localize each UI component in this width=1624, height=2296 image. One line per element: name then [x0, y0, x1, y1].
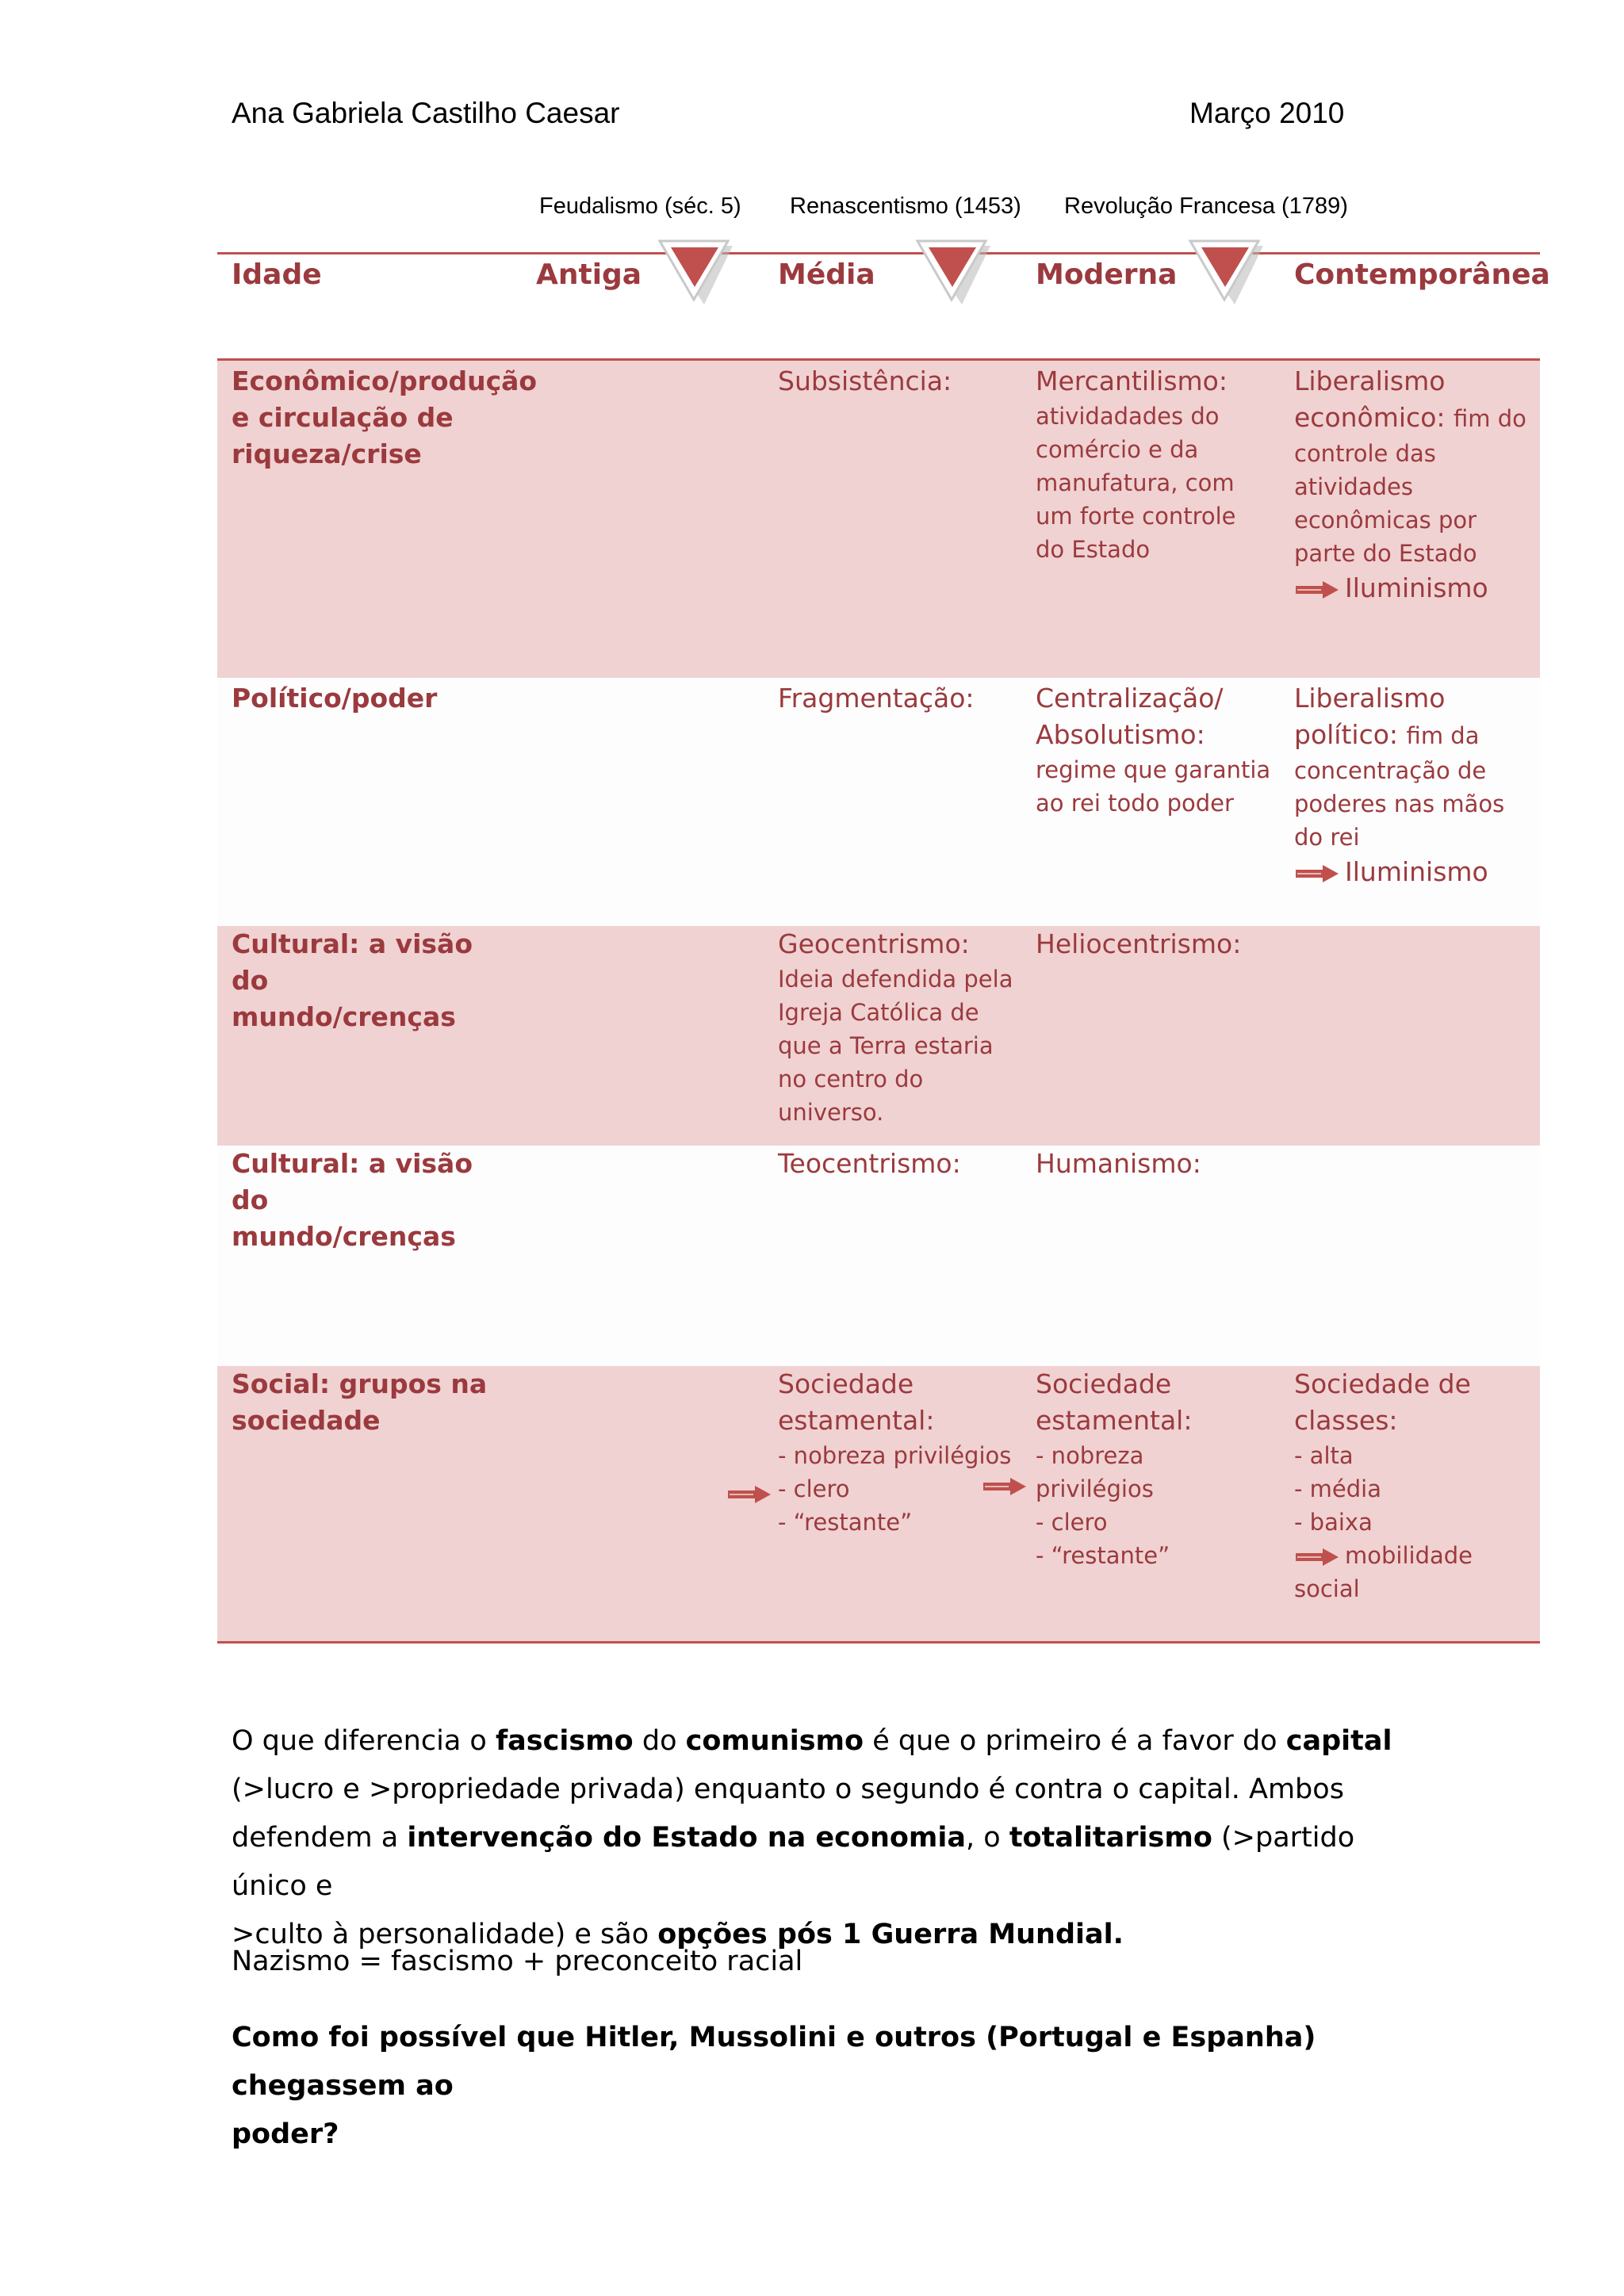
cell-economico-moderna: Mercantilismo: atividadades do comércio e da manufatura, com um forte controle do Estado — [1036, 365, 1236, 563]
column-header-idade: Idade — [232, 258, 322, 291]
table-top-rule — [217, 252, 1540, 254]
document-date: Março 2010 — [1189, 97, 1345, 129]
era-marker-triangle-icon — [655, 238, 742, 309]
author-name: Ana Gabriela Castilho Caesar — [232, 97, 620, 129]
cell-cultural1-media: Geocentrismo: Ideia defendida pela Igreja Católica de que a Terra estaria no centro do universo. — [778, 928, 1013, 1126]
cell-politico-contemporanea: Liberalismo político: fim da concentração de poderes nas mãos do rei Iluminismo — [1294, 683, 1505, 887]
arrow-right-icon — [726, 1484, 772, 1505]
paragraph-nazismo: Nazismo = fascismo + preconceito racial — [232, 1946, 803, 1977]
table-bottom-rule — [217, 1641, 1540, 1644]
arrow-right-icon — [982, 1476, 1028, 1497]
row-label-economico: Econômico/produção e circulação de riqueza/crise — [232, 365, 538, 469]
cell-cultural2-moderna: Humanismo: — [1036, 1148, 1201, 1179]
row-label-cultural-2: Cultural: a visão do mundo/crenças — [232, 1148, 473, 1252]
arrow-right-icon — [1294, 863, 1340, 884]
column-header-media: Média — [778, 258, 875, 291]
row-label-social: Social: grupos na sociedade — [232, 1368, 488, 1436]
era-label-feudalismo: Feudalismo (séc. 5) — [539, 193, 741, 219]
row-label-cultural-1: Cultural: a visão do mundo/crenças — [232, 928, 473, 1032]
era-marker-triangle-icon — [913, 238, 1000, 309]
column-header-moderna: Moderna — [1036, 258, 1178, 291]
column-header-antiga: Antiga — [536, 258, 642, 291]
cell-cultural1-moderna: Heliocentrismo: — [1036, 928, 1242, 959]
era-label-revolucao-francesa: Revolução Francesa (1789) — [1064, 193, 1348, 219]
cell-cultural2-media: Teocentrismo: — [778, 1148, 961, 1179]
era-marker-triangle-icon — [1185, 238, 1273, 309]
cell-economico-contemporanea: Liberalismo econômico: fim do controle das atividades econômicas por parte do Estado Iluminismo — [1294, 365, 1526, 603]
column-header-contemporanea: Contemporânea — [1294, 258, 1550, 291]
row-label-politico: Político/poder — [232, 683, 438, 714]
cell-social-moderna: Sociedade estamental: - nobreza privilégios - clero - “restante” — [1036, 1368, 1193, 1569]
cell-politico-media: Fragmentação: — [778, 683, 975, 714]
cell-social-contemporanea: Sociedade de classes: - alta - média - baixa mobilidade social — [1294, 1368, 1473, 1602]
paragraph-question: Como foi possível que Hitler, Mussolini e outros (Portugal e Espanha) chegassem ao poder? — [232, 2022, 1316, 2150]
arrow-right-icon — [1294, 1547, 1340, 1567]
era-label-renascentismo: Renascentismo (1453) — [790, 193, 1021, 219]
arrow-right-icon — [1294, 580, 1340, 600]
cell-politico-moderna: Centralização/ Absolutismo: regime que garantia ao rei todo poder — [1036, 683, 1271, 817]
cell-economico-media: Subsistência: — [778, 365, 952, 396]
cell-social-media: Sociedade estamental: - nobreza privilégios - clero - “restante” — [778, 1368, 1012, 1536]
paragraph-fascismo-comunismo: O que diferencia o fascismo do comunismo é que o primeiro é a favor do capital (>lucro e >propriedade privada) enquanto o segundo é contra o capital. Ambos defendem a intervenção do Estado na economia, o totalitarismo (>partido único e >culto à personalidade) e são opções pós 1 Guerra Mundial. — [232, 1725, 1392, 1950]
